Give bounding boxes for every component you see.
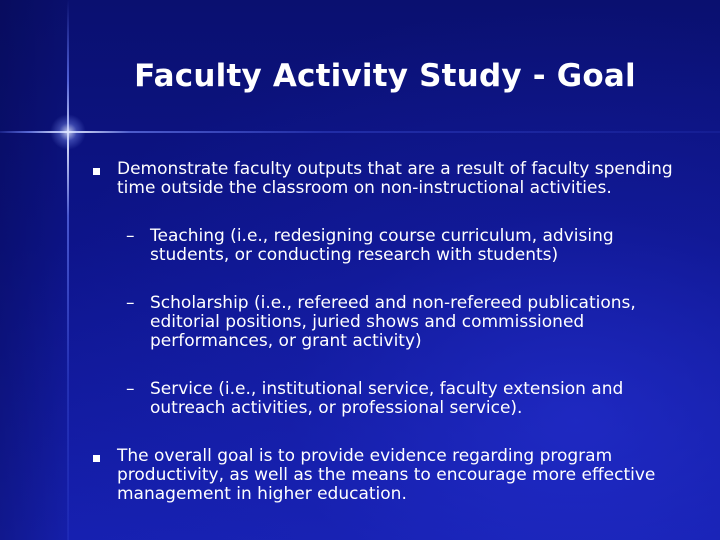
- horizontal-accent-line: [0, 131, 720, 133]
- sub-bullet-dash: –: [126, 226, 135, 246]
- sub-bullet-dash: –: [126, 379, 135, 399]
- sub-bullet-teaching: Teaching (i.e., redesigning course curriculum, advising students, or conducting research with students): [150, 226, 614, 265]
- sub-bullet-service: Service (i.e., institutional service, faculty extension and outreach activities, or professional service).: [150, 379, 624, 418]
- vertical-accent-line: [67, 0, 69, 540]
- bullet-1-text: Demonstrate faculty outputs that are a result of faculty spending time outside the classroom on non-instructional activities.: [117, 159, 673, 198]
- left-band-decoration: [0, 0, 68, 540]
- star-glow-decoration: [50, 114, 86, 150]
- sub-bullet-scholarship: Scholarship (i.e., refereed and non-refereed publications, editorial positions, juried shows and commissioned performances, or grant activity): [150, 293, 636, 351]
- bullet-marker-icon: [93, 455, 100, 462]
- slide-title: Faculty Activity Study - Goal: [134, 58, 636, 94]
- sub-bullet-dash: –: [126, 293, 135, 313]
- bullet-marker-icon: [93, 168, 100, 175]
- bullet-2-text: The overall goal is to provide evidence regarding program productivity, as well as the means to encourage more effective management in higher education.: [117, 446, 656, 504]
